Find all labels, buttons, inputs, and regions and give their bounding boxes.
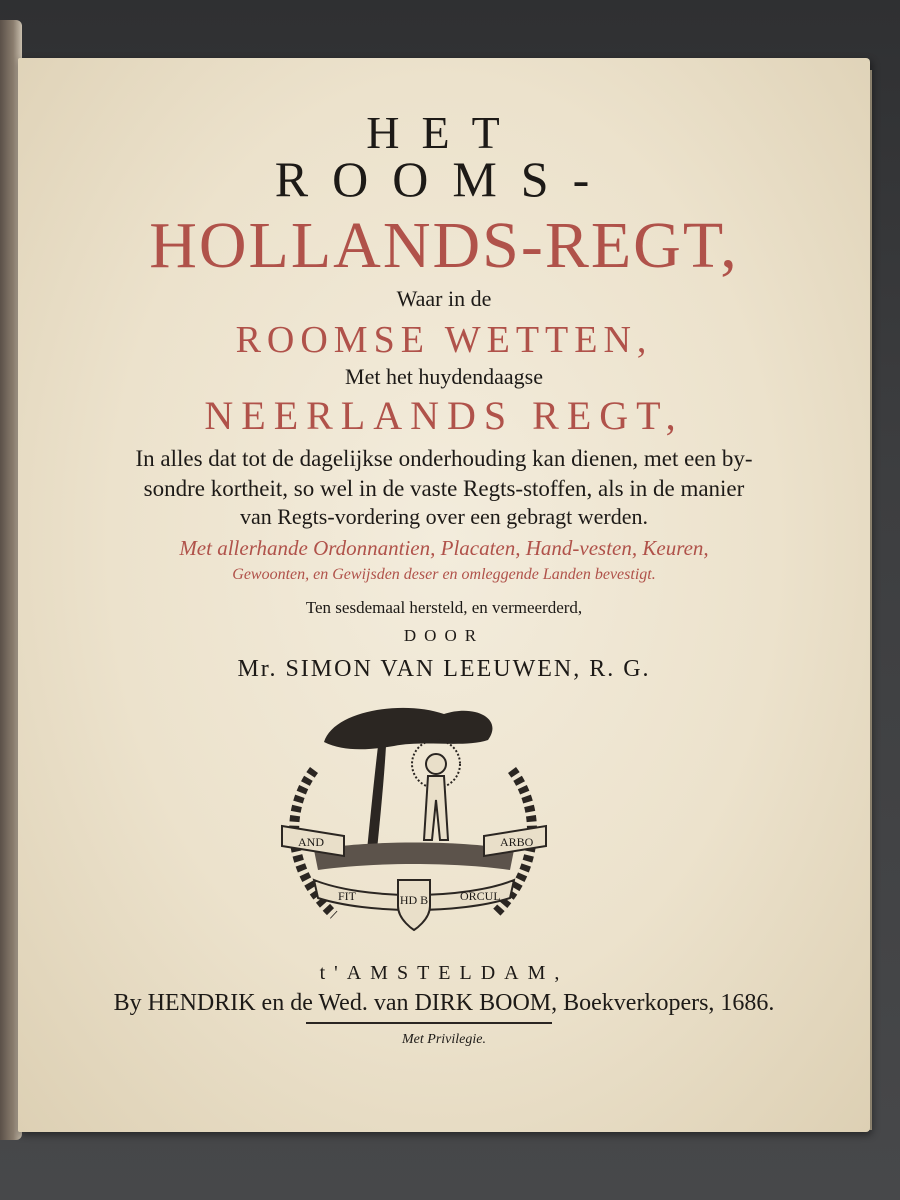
subtitle-waar-in-de: Waar in de [396,286,492,311]
figure-body [424,776,448,840]
title-line-het: HET [366,107,522,158]
title-line-rooms: ROOMS- [274,151,614,207]
body-line-1: In alles dat tot de dagelijkse onderhouding kan dienen, met een by- [135,446,753,471]
printers-device-emblem [274,700,554,945]
author-name: Mr. SIMON VAN LEEUWEN, R. G. [237,656,651,682]
ribbon-left-text: FIT [338,889,356,903]
imprint-publisher: By HENDRIK en de Wed. van DIRK BOOM, Boekverkopers, 1686. [113,990,775,1016]
imprint-place: t'AMSTELDAM, [319,962,569,984]
banner-left-text: AND [298,835,324,849]
subtitle-roomse-wetten: ROOMSE WETTEN, [235,319,653,361]
ribbon-right-text: ORCUL [460,889,501,903]
subtitle-neerlands-regt: NEERLANDS REGT, [204,393,684,438]
subtitle-met-het: Met het huydendaagse [345,364,543,389]
italic-line-1: Met allerhande Ordonnantien, Placaten, Hand-vesten, Keuren, [179,536,709,560]
body-line-3: van Regts-vordering over een gebragt werden. [239,504,649,529]
italic-line-2: Gewoonten, en Gewijsden deser en omleggende Landen bevestigt. [232,566,656,583]
door-label: DOOR [403,626,485,645]
tree-trunk [366,746,386,860]
edition-note: Ten sesdemaal hersteld, en vermeerderd, [305,598,583,617]
shield-text: HD B [399,893,429,907]
banner-right-text: ARBO [500,835,534,849]
body-line-2: sondre kortheit, so wel in de vaste Regts-stoffen, als in de manier [143,476,745,501]
tree-canopy [324,708,492,749]
imprint-privilege: Met Privilegie. [402,1032,486,1047]
figure-head [426,754,446,774]
title-line-hollands-regt: HOLLANDS-REGT, [149,209,739,282]
imprint-rule [306,1022,552,1024]
